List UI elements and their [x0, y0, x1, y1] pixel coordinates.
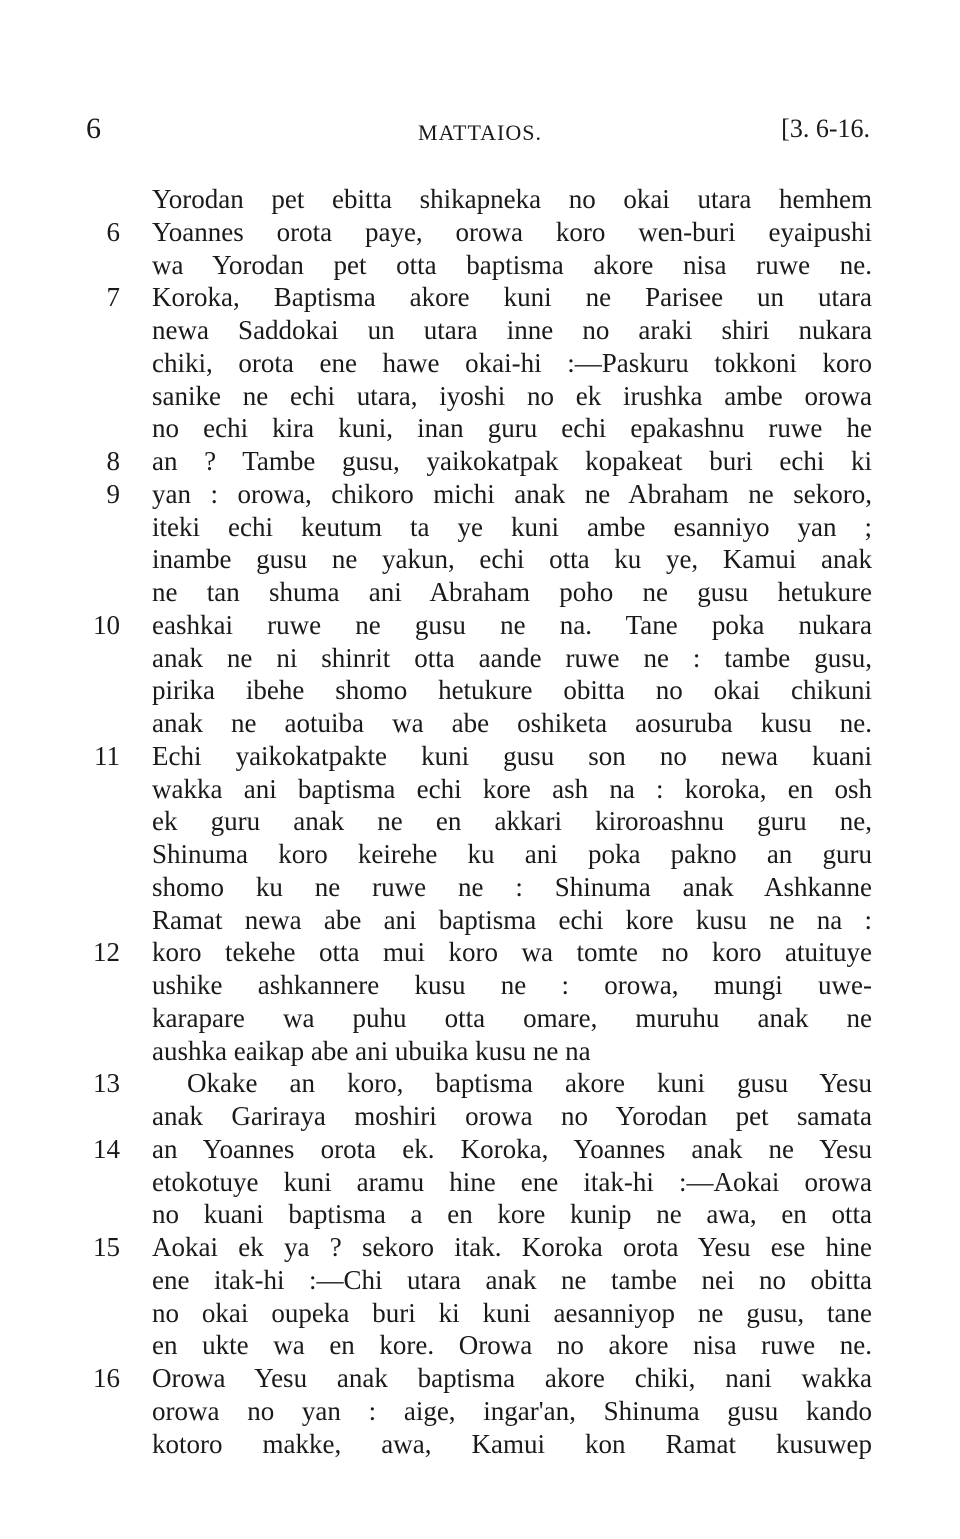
verse-number: 9 [106, 478, 120, 509]
verse-number: 7 [106, 282, 120, 313]
text-line [0, 871, 960, 904]
line-text: ushike ashkannere kusu ne : orowa, mungi uwe- [152, 970, 872, 1000]
verse-number: 10 [93, 609, 120, 640]
line-text: iteki echi keutum ta ye kuni ambe esanniyo yan ; [152, 511, 872, 542]
text-line [0, 1329, 960, 1362]
line-text: karapare wa puhu otta omare, muruhu anak ne [152, 1002, 872, 1033]
text-line [0, 904, 960, 937]
text-line [0, 314, 960, 347]
line-text: Shinuma koro keirehe ku ani poka pakno an guru [152, 839, 872, 869]
line-text: orowa no yan : aige, ingar'an, Shinuma gusu kando [152, 1395, 872, 1426]
line-text: Ramat newa abe ani baptisma echi kore kusu ne na : [152, 904, 872, 935]
text-line [0, 1264, 960, 1297]
verse-number: 14 [93, 1133, 120, 1164]
line-text: chiki, orota ene hawe okai-hi :—Paskuru tokkoni koro [152, 347, 872, 378]
text-line [0, 216, 960, 249]
line-text: Okake an koro, baptisma akore kuni gusu Yesu [187, 1068, 872, 1099]
text-line [0, 1067, 960, 1100]
line-text: kotoro makke, awa, Kamui kon Ramat kusuwep [152, 1428, 872, 1459]
verse-number: 16 [93, 1363, 120, 1393]
text-line [0, 543, 960, 576]
verse-number: 8 [106, 446, 120, 476]
verse-number: 6 [106, 216, 120, 247]
text-line [0, 805, 960, 838]
page-header [0, 112, 960, 156]
line-text: yan : orowa, chikoro michi anak ne Abraham ne sekoro, [152, 478, 872, 509]
text-line [0, 1395, 960, 1428]
line-text: Orowa Yesu anak baptisma akore chiki, nani wakka [152, 1363, 872, 1393]
text-line [0, 674, 960, 707]
text-line [0, 1297, 960, 1330]
text-line [0, 1035, 960, 1068]
line-text: no okai oupeka buri ki kuni aesanniyop ne gusu, tane [152, 1297, 872, 1328]
line-text: anak ne ni shinrit otta aande ruwe ne : tambe gusu, [152, 642, 872, 673]
verse-number: 15 [93, 1232, 120, 1262]
line-text: aushka eaikap abe ani ubuika kusu ne na [152, 1035, 591, 1066]
line-text: shomo ku ne ruwe ne : Shinuma anak Ashkanne [152, 871, 872, 902]
text-line [0, 1133, 960, 1166]
text-line [0, 511, 960, 544]
line-text: Aokai ek ya ? sekoro itak. Koroka orota Yesu ese hine [152, 1232, 872, 1262]
line-text: anak ne aotuiba wa abe oshiketa aosuruba kusu ne. [152, 708, 872, 738]
text-line [0, 773, 960, 806]
text-line [0, 740, 960, 773]
text-line [0, 249, 960, 282]
line-text: inambe gusu ne yakun, echi otta ku ye, Kamui anak [152, 544, 872, 575]
text-line [0, 707, 960, 740]
text-line [0, 838, 960, 871]
text-line [0, 1100, 960, 1133]
line-text: koro tekehe otta mui koro wa tomte no koro atuituye [152, 937, 872, 968]
line-text: eashkai ruwe ne gusu ne na. Tane poka nukara [152, 609, 872, 640]
text-line [0, 1231, 960, 1264]
chapter-reference: [3. 6-16. [781, 114, 870, 143]
verse-number: 12 [93, 937, 120, 968]
line-text: newa Saddokai un utara inne no araki shiri nukara [152, 315, 872, 345]
text-line [0, 576, 960, 609]
text-line [0, 380, 960, 413]
line-text: Yorodan pet ebitta shikapneka no okai utara hemhem [152, 184, 872, 214]
line-text: ene itak-hi :—Chi utara anak ne tambe nei no obitta [152, 1264, 872, 1295]
text-line [0, 936, 960, 969]
line-text: an ? Tambe gusu, yaikokatpak kopakeat buri echi ki [152, 446, 872, 476]
text-line [0, 445, 960, 478]
text-line [0, 347, 960, 380]
page-number: 6 [86, 112, 101, 145]
text-line [0, 183, 960, 216]
line-text: an Yoannes orota ek. Koroka, Yoannes anak ne Yesu [152, 1133, 872, 1164]
text-line [0, 1002, 960, 1035]
line-text: wa Yorodan pet otta baptisma akore nisa ruwe ne. [152, 249, 872, 280]
text-line [0, 609, 960, 642]
line-text: ne tan shuma ani Abraham poho ne gusu hetukure [152, 577, 872, 607]
verse-number: 13 [93, 1068, 120, 1099]
line-text: etokotuye kuni aramu hine ene itak-hi :—Aokai orowa [152, 1166, 872, 1197]
body-text [0, 183, 960, 1460]
text-line [0, 1362, 960, 1395]
line-text: Koroka, Baptisma akore kuni ne Parisee un utara [152, 282, 872, 313]
text-line [0, 1166, 960, 1199]
line-text: en ukte wa en kore. Orowa no akore nisa ruwe ne. [152, 1330, 872, 1361]
line-text: wakka ani baptisma echi kore ash na : koroka, en osh [152, 773, 872, 804]
verse-number: 11 [94, 740, 120, 771]
text-line [0, 412, 960, 445]
text-line [0, 969, 960, 1002]
text-line [0, 281, 960, 314]
line-text: Echi yaikokatpakte kuni gusu son no newa kuani [152, 740, 872, 771]
running-title: MATTAIOS. [418, 120, 542, 145]
line-text: anak Gariraya moshiri orowa no Yorodan pet samata [152, 1101, 872, 1131]
line-text: sanike ne echi utara, iyoshi no ek irushka ambe orowa [152, 380, 872, 411]
line-text: no echi kira kuni, inan guru echi epakashnu ruwe he [152, 413, 872, 444]
text-line [0, 1198, 960, 1231]
line-text: Yoannes orota paye, orowa koro wen-buri eyaipushi [152, 216, 872, 247]
text-line [0, 1428, 960, 1461]
text-line [0, 478, 960, 511]
text-line [0, 642, 960, 675]
line-text: no kuani baptisma a en kore kunip ne awa, en otta [152, 1199, 872, 1230]
line-text: ek guru anak ne en akkari kiroroashnu guru ne, [152, 806, 872, 837]
line-text: pirika ibehe shomo hetukure obitta no okai chikuni [152, 675, 872, 706]
